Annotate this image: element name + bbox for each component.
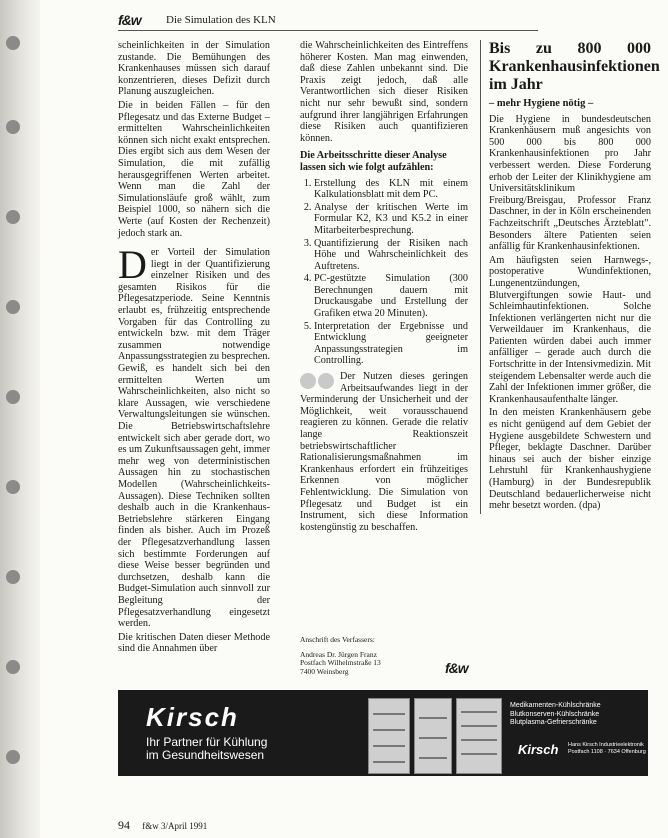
page-number: 94 <box>118 818 130 832</box>
punch-hole <box>6 480 20 494</box>
list-item: 3. Quantifizierung der Risiken nach Höhe und Wahrscheinlichkeit des Auftretens. <box>314 238 468 273</box>
ad-product-list <box>510 702 601 728</box>
sidebar-title: Bis zu 800 000 Krankenhausinfektionen im Jahr <box>489 40 660 93</box>
section-title: Die Simulation des KLN <box>166 14 276 26</box>
page-footer <box>118 818 207 833</box>
binding-spine <box>0 0 40 838</box>
ad-address-line: Postfach 1108 · 7634 Offenburg <box>568 749 646 755</box>
subheading: Die Arbeitsschritte dieser Analyse lassen sich wie folgt aufzählen: <box>300 150 447 173</box>
address-line: Andreas Dr. Jürgen Franz <box>300 649 377 659</box>
article-column-1 <box>118 40 270 657</box>
paragraph: Die kritischen Daten dieser Methode sind die Annahmen über <box>118 631 270 655</box>
punch-hole <box>6 36 20 50</box>
running-header <box>118 12 538 31</box>
sidebar-subtitle: – mehr Hygiene nötig – <box>489 98 594 109</box>
paragraph: Die Hygiene in bundesdeutschen Krankenhäusern muß angesichts von 500 000 bis 800 000 Krankenhausinfektionen pro Jahr verbessert werden. Diese Forderung erhob der Leiter der Klinikhygiene am Universitätsklinikum Freiburg/Breisgau, Professor Franz Daschner, in der in Köln erscheinenden Fachzeitschrift „Deutsches Ärzteblatt". Besonders ältere Patienten seien anfällig für Krankenhausinfektionen. <box>489 113 651 253</box>
drop-cap: D <box>118 242 147 288</box>
paragraph-with-ornament <box>300 371 468 533</box>
sidebar-column <box>480 40 660 514</box>
list-item: 1. Erstellung des KLN mit einem Kalkulationsblatt mit dem PC. <box>314 178 468 201</box>
paragraph-with-dropcap <box>118 242 270 630</box>
sidebar-body <box>481 114 651 512</box>
address-line: 7400 Weinsberg <box>300 666 349 676</box>
paragraph-text: Der Nutzen dieses geringen Arbeitsaufwandes liegt in der Verminderung der Unsicherheit und der Möglichkeit, weit vorausschauend reagieren zu können. Gerade die relativ lange Reaktionszeit betriebswirtschaftlicher Rationalisierungsmaßnahmen im Krankenhaus erfordert ein frühzeitiges Erkennen von möglicher Fehlentwicklung. Die Simulation von Pflegesatz und Budget ist ein Instrument, sich diese Information kostengünstig zu beschaffen. <box>300 371 468 533</box>
punch-hole <box>6 390 20 404</box>
ad-product: Blutkonserven-Kühlschränke <box>510 710 600 718</box>
paragraph: Die in beiden Fällen – für den Pflegesatz und das Externe Budget – ermittelten Wahrscheinlichkeiten können sich nicht exakt entsprechen. Dies ergibt sich aus dem Wesen der Simulation, die mit zufällig herausgegriffenen Werten arbeitet. Wenn man die Zahl der Simulationsläufe groß wählt, zum Beispiel 1000, so nähern sich die Werte (auf Kosten der Rechenzeit) jedoch stark an. <box>118 99 270 239</box>
list-item: 5. Interpretation der Ergebnisse und Entwicklung geeigneter Anpassungsstrategien im Controlling. <box>314 321 468 367</box>
list-item: 4. PC-gestützte Simulation (300 Berechnungen dauern mit Druckausgabe und Erstellung der Grafiken etwa 20 Minuten). <box>314 273 468 319</box>
punch-hole <box>6 660 20 674</box>
end-logo: f&w <box>445 660 468 676</box>
address-heading: Anschrift des Verfassers: <box>300 635 375 644</box>
paragraph: die Wahrscheinlichkeiten des Eintreffens höherer Kosten. Man mag einwenden, daß diese Zahlen unbekannt sind. Die Praxis zeigt jedoch, daß alle Verantwortlichen sich dieser Risiken nicht nur sehr bewußt sind, sondern aufgrund ihrer langjährigen Erfahrungen diese Risiken auch quantifizieren können. <box>300 40 468 144</box>
refrigerator-image <box>456 698 502 774</box>
punch-hole <box>6 750 20 764</box>
ad-address-line: Hans Kirsch Industrieelektronik <box>568 742 644 748</box>
ad-tagline <box>146 736 267 762</box>
ornament-dots <box>300 373 336 393</box>
steps-list <box>300 178 468 368</box>
article-column-2 <box>300 40 468 535</box>
refrigerator-image <box>414 698 452 774</box>
ad-tagline-line: Ihr Partner für Kühlung <box>146 735 268 749</box>
punch-hole <box>6 300 20 314</box>
punch-hole <box>6 120 20 134</box>
ad-tagline-line: im Gesundheitswesen <box>146 748 265 762</box>
paragraph-text: er Vorteil der Simulation liegt in der Quantifizierung einzelner Risiken und des gesamten Risikos für die Pflegesatzperiode. Seine Kenntnis erlaubt es, frühzeitig entsprechende Vorgaben für das Controlling zu entwickeln bzw. mit dem Träger zusammen notwendige Anpassungsstrategien zu besprechen. Gewiß, es handelt sich bei den ermittelten Werten um Wahrscheinlichkeiten, also nicht so klare Aussagen, wie verschiedene Verwaltungsleitungen sie wünschen. Die Betriebswirtschaftslehre entwickelt sich aber gerade dort, wo es um Zukunftsaussagen geht, immer mehr weg von deterministischen Aussagen hin zu stochastischen Modellen (Wahrscheinlichkeits-Aussagen). Diese Techniken sollten deshalb auch in die Krankenhaus-Betriebslehre stärkeren Eingang finden als bisher. Auch im Prozeß der Pflegesatzverhandlung lassen sich bestimmte Forderungen auf diese Weise besser begründen und durchsetzen, deshalb kann die Budget-Simulation auch sinnvoll zur Begleitung der Pflegesatzverhandlung eingesetzt werden. <box>118 247 270 630</box>
paragraph: In den meisten Krankenhäusern gebe es nicht genügend auf dem Gebiet der Hygiene ausgebildete Schwestern und Pfleger, beklagte Daschner. Darüber hinaus sei auch der bisher einzige Lehrstuhl für Krankenhaushygiene (Hamburg) in der Bundesrepublik Deutschland bedauerlicherweise nicht mehr besetzt worden. (dpa) <box>489 407 651 512</box>
punch-hole <box>6 570 20 584</box>
refrigerator-image <box>368 698 410 774</box>
ad-brand-logo: Kirsch <box>146 702 239 732</box>
punch-hole <box>6 210 20 224</box>
paragraph: Am häufigsten seien Harnwegs-, postoperative Wundinfektionen, Lungenentzündungen, Blutvergiftungen sowie Haut- und Schleimhautinfektionen. Solche Infektionen verlängerten nicht nur die Verweildauer im Krankenhaus, die Patienten würden dabei auch immer anfälliger – gerade auch durch die Fortschritte in der Intensivmedizin. Mit steigendem Lebensalter werde auch die Zahl der Infektionen immer größer, die Krankenhausaufenthalte länger. <box>489 254 651 405</box>
journal-logo: f&w <box>118 12 141 28</box>
paragraph: scheinlichkeiten in der Simulation zustande. Die Bemühungen des Krankenhauses müssen sich darauf konzentrieren, dieses Defizit durch Planung auszugleichen. <box>118 40 270 98</box>
address-line: Postfach Wilhelmstraße 13 <box>300 658 381 668</box>
ad-address <box>568 742 646 756</box>
list-item: 2. Analyse der kritischen Werte im Formular K2, K3 und K5.2 in einer Mitarbeiterbesprechung. <box>314 202 468 237</box>
advertisement <box>118 690 648 776</box>
ad-brand-logo-small: Kirsch <box>518 742 559 757</box>
journal-issue: f&w 3/April 1991 <box>142 821 208 831</box>
ad-product: Medikamenten-Kühlschränke <box>510 702 601 709</box>
ad-product: Blutplasma-Gefrierschränke <box>510 719 597 726</box>
